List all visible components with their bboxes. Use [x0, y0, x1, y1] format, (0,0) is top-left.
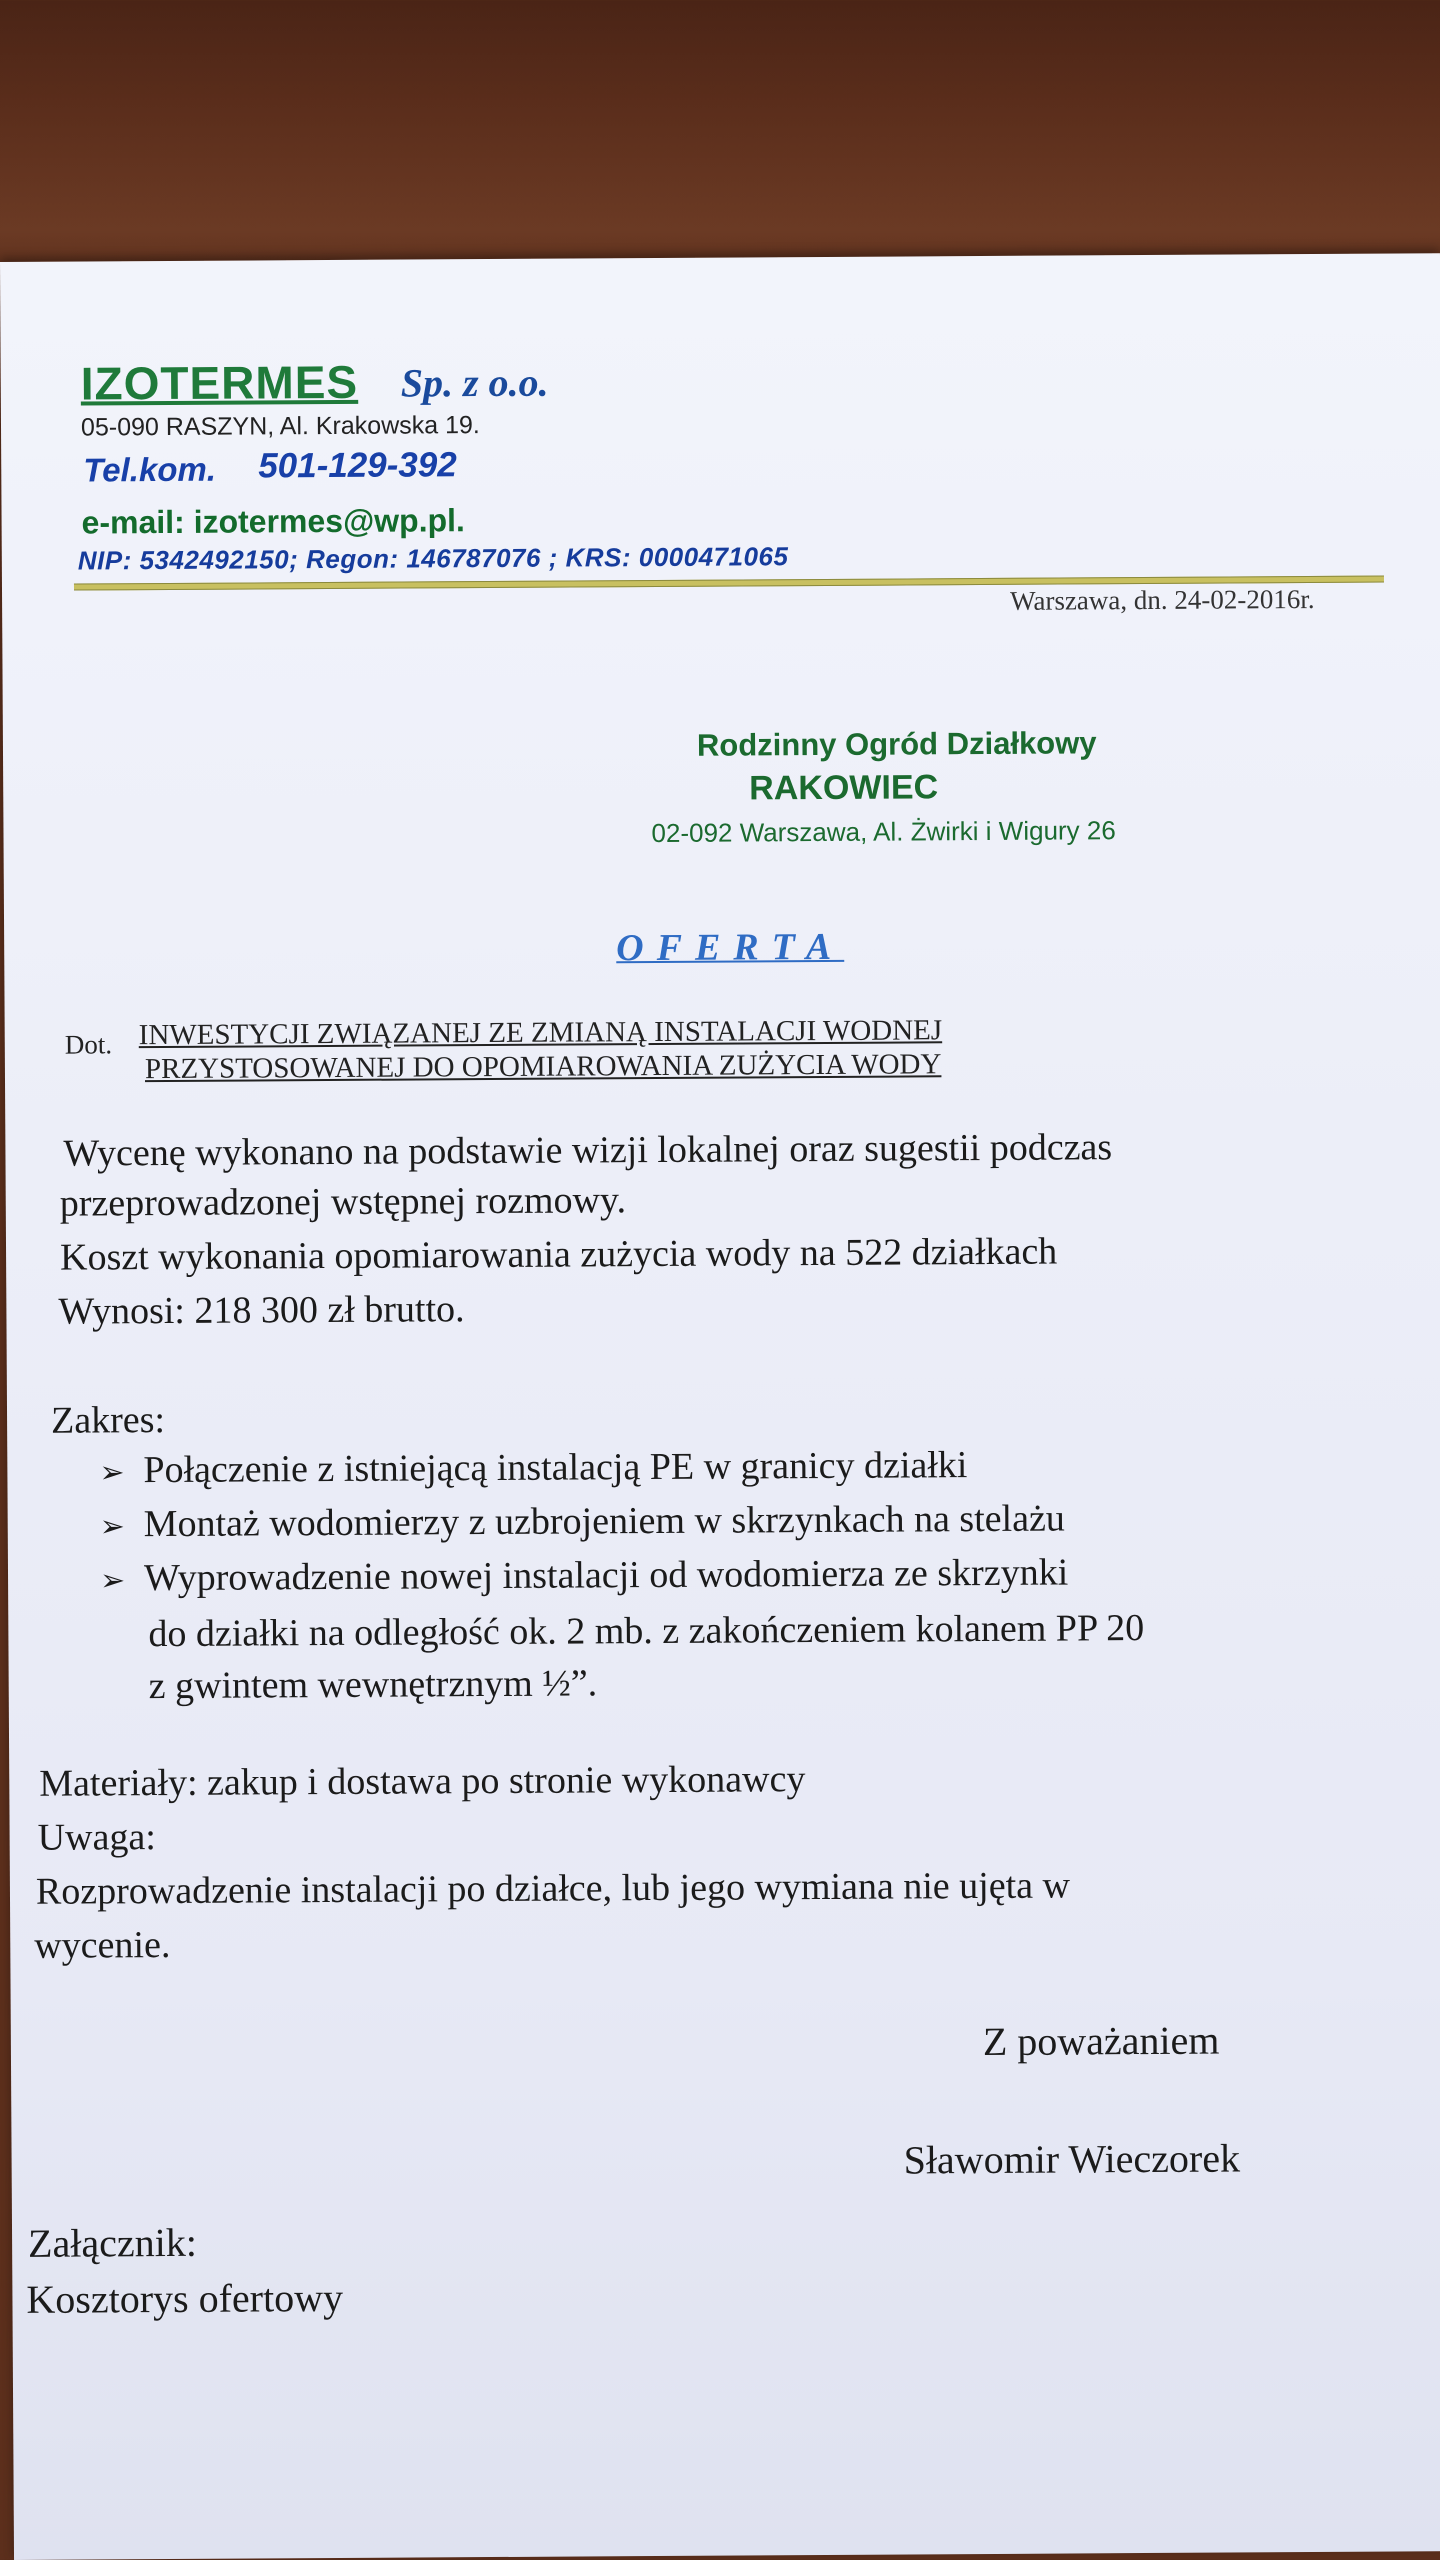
scope-item-1: [99, 1443, 967, 1492]
scope-item-3-continuation-1: do działki na odległość ok. 2 mb. z zakończeniem kolanem PP 20: [148, 1607, 1145, 1656]
subject-label: Dot.: [64, 1029, 113, 1060]
body-line-4: Wynosi: 218 300 zł brutto.: [58, 1288, 465, 1333]
body-line-2: przeprowadzonej wstępnej rozmowy.: [59, 1179, 627, 1225]
attachment-item: Kosztorys ofertowy: [26, 2274, 344, 2322]
document-page: [0, 253, 1440, 2560]
arrow-bullet-icon: ➢: [99, 1509, 125, 1545]
materials-note: Materiały: zakup i dostawa po stronie wykonawcy: [39, 1758, 806, 1805]
phone-label: Tel.kom.: [83, 450, 217, 489]
arrow-bullet-icon: ➢: [99, 1455, 125, 1491]
scope-item-1-text: Połączenie z istniejącą instalacją PE w granicy działki: [143, 1444, 968, 1492]
scope-item-3: [100, 1550, 1068, 1600]
scope-heading: Zakres:: [50, 1399, 166, 1442]
company-suffix: Sp. z o.o.: [400, 359, 549, 406]
company-address: 05-090 RASZYN, Al. Krakowska 19.: [80, 411, 480, 442]
phone-number: 501-129-392: [258, 445, 457, 486]
recipient-line-2: RAKOWIEC: [749, 768, 939, 808]
closing-regards: Z poważaniem: [982, 2017, 1220, 2065]
subject-line-1: INWESTYCJI ZWIĄZANEJ ZE ZMIANĄ INSTALACJI WODNEJ: [138, 1014, 943, 1052]
recipient-line-1: Rodzinny Ogród Działkowy: [696, 725, 1097, 763]
company-email: e-mail: izotermes@wp.pl.: [81, 502, 465, 541]
arrow-bullet-icon: ➢: [99, 1563, 126, 1599]
scope-item-2-text: Montaż wodomierzy z uzbrojeniem w skrzynkach na stelażu: [143, 1497, 1065, 1546]
scope-item-2: [100, 1497, 1065, 1547]
signer-name: Sławomir Wieczorek: [903, 2135, 1241, 2183]
subject-line-2: PRZYSTOSOWANEJ DO OPOMIAROWANIA ZUŻYCIA WODY: [144, 1048, 942, 1086]
scope-item-3-text: Wyprowadzenie nowej instalacji od wodomierza ze skrzynki: [143, 1551, 1069, 1600]
scope-item-3-continuation-2: z gwintem wewnętrznym ½”.: [148, 1662, 598, 1708]
company-name: IZOTERMES: [80, 355, 359, 410]
body-line-1: Wycenę wykonano na podstawie wizji lokalnej oraz sugestii podczas: [63, 1126, 1113, 1175]
document-title: OFERTA: [616, 925, 845, 970]
recipient-address: 02-092 Warszawa, Al. Żwirki i Wigury 26: [651, 815, 1116, 849]
warning-line-2: wycenie.: [34, 1923, 171, 1967]
document-date: Warszawa, dn. 24-02-2016r.: [1009, 583, 1315, 616]
attachment-label: Załącznik:: [27, 2219, 198, 2266]
warning-label: Uwaga:: [37, 1816, 156, 1859]
body-line-3: Koszt wykonania opomiarowania zużycia wody na 522 działkach: [59, 1230, 1058, 1279]
warning-line-1: Rozprowadzenie instalacji po działce, lub jego wymiana nie ujęta w: [35, 1864, 1071, 1913]
company-registry: NIP: 5342492150; Regon: 146787076 ; KRS: 0000471065: [77, 541, 789, 576]
